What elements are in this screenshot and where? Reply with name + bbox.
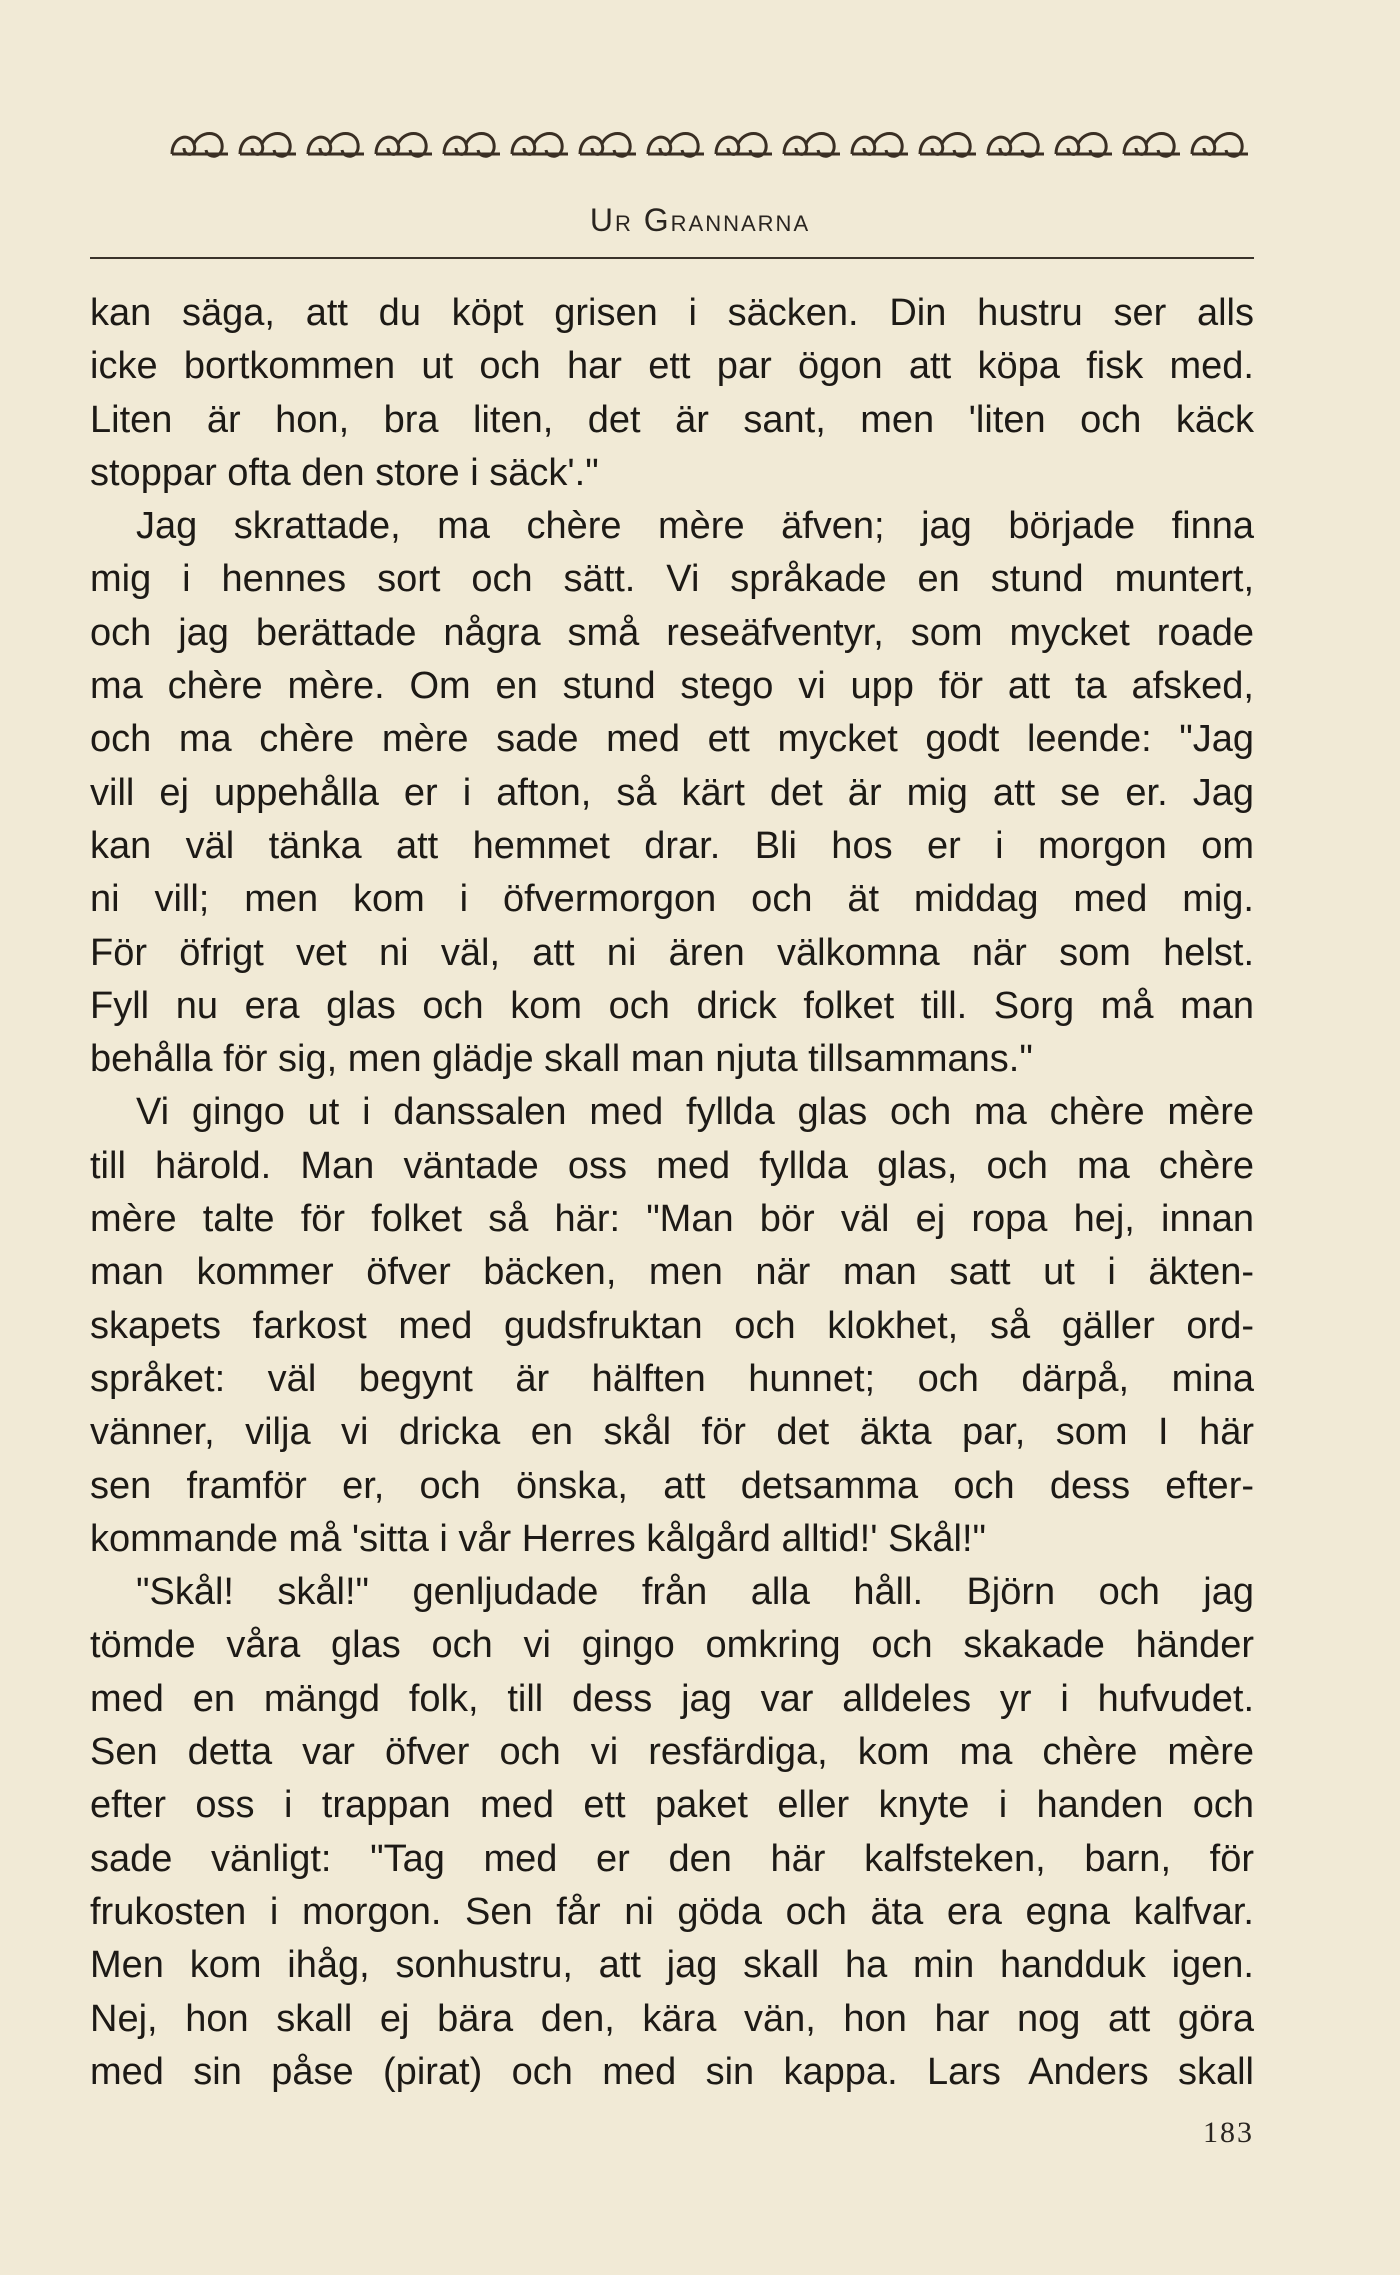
scroll-ornament-segment xyxy=(784,134,840,157)
text-line: "Skål! skål!" genljudade från alla håll. Björn och jag xyxy=(136,1571,1254,1614)
scroll-ornament-segment xyxy=(512,134,568,157)
text-line: sen framför er, och önska, att detsamma och dess efter- xyxy=(90,1464,1254,1507)
text-line: Vi gingo ut i danssalen med fyllda glas och ma chère mère xyxy=(136,1091,1254,1134)
running-head: Ur Grannarna xyxy=(589,202,811,238)
text-line: mère talte för folket så här: "Man bör väl ej ropa hej, innan xyxy=(90,1198,1254,1241)
text-line: frukosten i morgon. Sen får ni göda och äta era egna kalfvar. xyxy=(90,1890,1254,1933)
text-line: Men kom ihåg, sonhustru, att jag skall ha min handduk igen. xyxy=(90,1944,1254,1987)
text-line: mig i hennes sort och sätt. Vi språkade en stund muntert, xyxy=(90,558,1254,601)
text-line: man kommer öfver bäcken, men när man satt ut i äkten- xyxy=(90,1251,1254,1294)
text-line: stoppar ofta den store i säck'." xyxy=(90,451,599,494)
text-line: Liten är hon, bra liten, det är sant, men 'liten och käck xyxy=(90,398,1254,441)
text-line: och jag berättade några små reseäfventyr, som mycket roade xyxy=(90,611,1254,654)
text-line: kommande må 'sitta i vår Herres kålgård alltid!' Skål!" xyxy=(90,1517,986,1560)
text-line: och ma chère mère sade med ett mycket godt leende: "Jag xyxy=(90,718,1254,761)
text-line: med sin påse (pirat) och med sin kappa. Lars Anders skall xyxy=(90,2050,1254,2093)
scroll-ornament-segment xyxy=(716,134,772,157)
text-line: För öfrigt vet ni väl, att ni ären välkomna när som helst. xyxy=(90,931,1254,974)
scroll-ornament-segment xyxy=(1124,134,1180,157)
scroll-ornament-segment xyxy=(1192,134,1248,157)
page-body xyxy=(90,287,1254,2099)
text-line: icke bortkommen ut och har ett par ögon att köpa fisk med. xyxy=(90,345,1254,388)
scroll-ornament-segment xyxy=(376,134,432,157)
text-line: efter oss i trappan med ett paket eller knyte i handen och xyxy=(90,1784,1254,1827)
page-number: 183 xyxy=(1203,2116,1254,2149)
text-line: med en mängd folk, till dess jag var alldeles yr i hufvudet. xyxy=(90,1677,1254,1720)
text-line: ni vill; men kom i öfvermorgon och ät middag med mig. xyxy=(90,878,1254,921)
text-line: tömde våra glas och vi gingo omkring och skakade händer xyxy=(90,1624,1254,1667)
text-line: kan väl tänka att hemmet drar. Bli hos er i morgon om xyxy=(90,824,1254,867)
scroll-ornament-segment xyxy=(988,134,1044,157)
scroll-ornament-segment xyxy=(580,134,636,157)
scroll-ornament-segment xyxy=(920,134,976,157)
text-line: behålla för sig, men glädje skall man njuta tillsammans." xyxy=(90,1038,1033,1081)
scroll-ornament-segment xyxy=(852,134,908,157)
header-rule xyxy=(90,257,1254,259)
scroll-ornament-segment xyxy=(240,134,296,157)
text-line: skapets farkost med gudsfruktan och klokhet, så gäller ord- xyxy=(90,1304,1254,1347)
text-line: språket: väl begynt är hälften hunnet; och därpå, mina xyxy=(90,1357,1254,1400)
text-line: vill ej uppehålla er i afton, så kärt det är mig att se er. Jag xyxy=(90,771,1254,814)
text-line: kan säga, att du köpt grisen i säcken. Din hustru ser alls xyxy=(90,292,1254,334)
scroll-ornament-segment xyxy=(444,134,500,157)
scroll-ornament-segment xyxy=(172,134,228,157)
text-line: Fyll nu era glas och kom och drick folket till. Sorg må man xyxy=(90,984,1254,1027)
text-line: sade vänligt: "Tag med er den här kalfsteken, barn, för xyxy=(90,1837,1254,1880)
header-ornament xyxy=(168,124,1256,168)
text-line: Nej, hon skall ej bära den, kära vän, hon har nog att göra xyxy=(90,1997,1254,2040)
scroll-ornament-segment xyxy=(308,134,364,157)
text-line: till härold. Man väntade oss med fyllda glas, och ma chère xyxy=(90,1144,1254,1187)
text-line: Sen detta var öfver och vi resfärdiga, kom ma chère mère xyxy=(90,1731,1254,1774)
text-line: ma chère mère. Om en stund stego vi upp för att ta afsked, xyxy=(90,665,1254,708)
text-line: Jag skrattade, ma chère mère äfven; jag började finna xyxy=(136,505,1254,548)
scroll-ornament-segment xyxy=(1056,134,1112,157)
text-line: vänner, vilja vi dricka en skål för det äkta par, som I här xyxy=(90,1411,1254,1454)
scroll-ornament-segment xyxy=(648,134,704,157)
